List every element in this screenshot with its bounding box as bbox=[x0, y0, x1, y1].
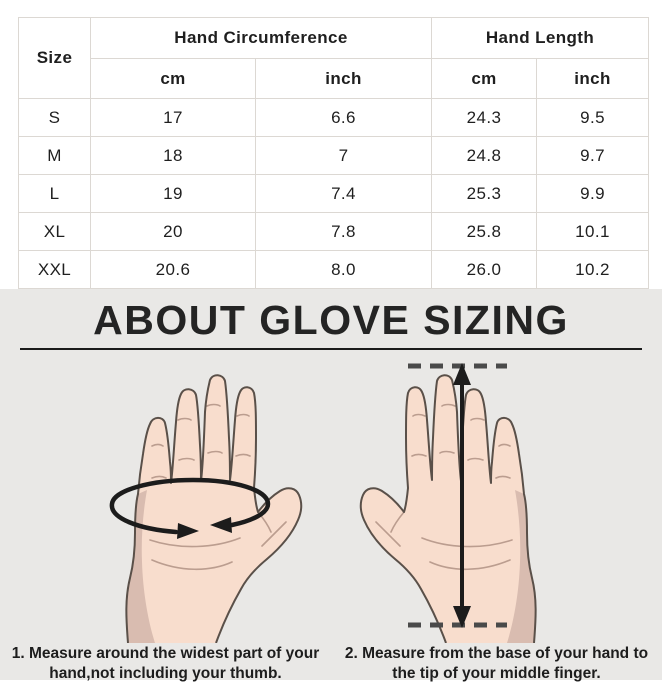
len-cm-cell: 24.3 bbox=[432, 99, 537, 137]
circ-cm-cell: 20.6 bbox=[91, 251, 256, 289]
hand-graphic bbox=[361, 375, 536, 643]
table-row bbox=[19, 251, 649, 289]
circ-inch-cell: 6.6 bbox=[256, 99, 432, 137]
table-row bbox=[19, 213, 649, 251]
length-panel bbox=[331, 350, 662, 684]
hand-circumference-header: Hand Circumference bbox=[91, 18, 432, 59]
illustration-panels bbox=[0, 350, 662, 684]
size-cell: L bbox=[19, 175, 91, 213]
section-title: ABOUT GLOVE SIZING bbox=[93, 297, 569, 343]
size-cell: S bbox=[19, 99, 91, 137]
hand-length-illustration bbox=[331, 350, 662, 643]
table-row bbox=[19, 99, 649, 137]
size-column-header: Size bbox=[19, 18, 91, 99]
instruction-2-number: 2. bbox=[344, 645, 358, 662]
hand-graphic bbox=[126, 375, 301, 643]
len-cm-cell: 24.8 bbox=[432, 137, 537, 175]
circ-inch-cell: 7.8 bbox=[256, 213, 432, 251]
circ-cm-cell: 18 bbox=[91, 137, 256, 175]
len-cm-cell: 25.3 bbox=[432, 175, 537, 213]
size-table-container bbox=[18, 17, 648, 289]
circ-inch-cell: 7 bbox=[256, 137, 432, 175]
about-glove-sizing-section bbox=[0, 289, 662, 680]
table-row bbox=[19, 175, 649, 213]
size-table bbox=[18, 17, 649, 289]
len-inch-cell: 10.2 bbox=[537, 251, 649, 289]
table-row bbox=[19, 137, 649, 175]
instruction-2-text: Measure from the base of your hand to the tip of your middle finger. bbox=[357, 645, 649, 682]
instruction-1-number: 1. bbox=[11, 645, 25, 662]
len-inch-cell: 10.1 bbox=[537, 213, 649, 251]
circ-inch-cell: 7.4 bbox=[256, 175, 432, 213]
circ-inch-header: inch bbox=[256, 59, 432, 99]
len-cm-header: cm bbox=[432, 59, 537, 99]
circumference-panel bbox=[0, 350, 331, 684]
hand-circumference-illustration bbox=[0, 350, 331, 643]
len-inch-cell: 9.9 bbox=[537, 175, 649, 213]
circ-cm-cell: 19 bbox=[91, 175, 256, 213]
len-inch-header: inch bbox=[537, 59, 649, 99]
hand-length-header: Hand Length bbox=[432, 18, 649, 59]
instruction-1-text: Measure around the widest part of your hand,not including your thumb. bbox=[24, 645, 320, 682]
size-cell: XXL bbox=[19, 251, 91, 289]
instruction-1 bbox=[10, 644, 322, 684]
circ-cm-cell: 17 bbox=[91, 99, 256, 137]
len-inch-cell: 9.5 bbox=[537, 99, 649, 137]
circ-cm-header: cm bbox=[91, 59, 256, 99]
size-cell: XL bbox=[19, 213, 91, 251]
instruction-2 bbox=[341, 644, 653, 684]
circ-cm-cell: 20 bbox=[91, 213, 256, 251]
circ-inch-cell: 8.0 bbox=[256, 251, 432, 289]
len-cm-cell: 26.0 bbox=[432, 251, 537, 289]
len-cm-cell: 25.8 bbox=[432, 213, 537, 251]
len-inch-cell: 9.7 bbox=[537, 137, 649, 175]
size-cell: M bbox=[19, 137, 91, 175]
